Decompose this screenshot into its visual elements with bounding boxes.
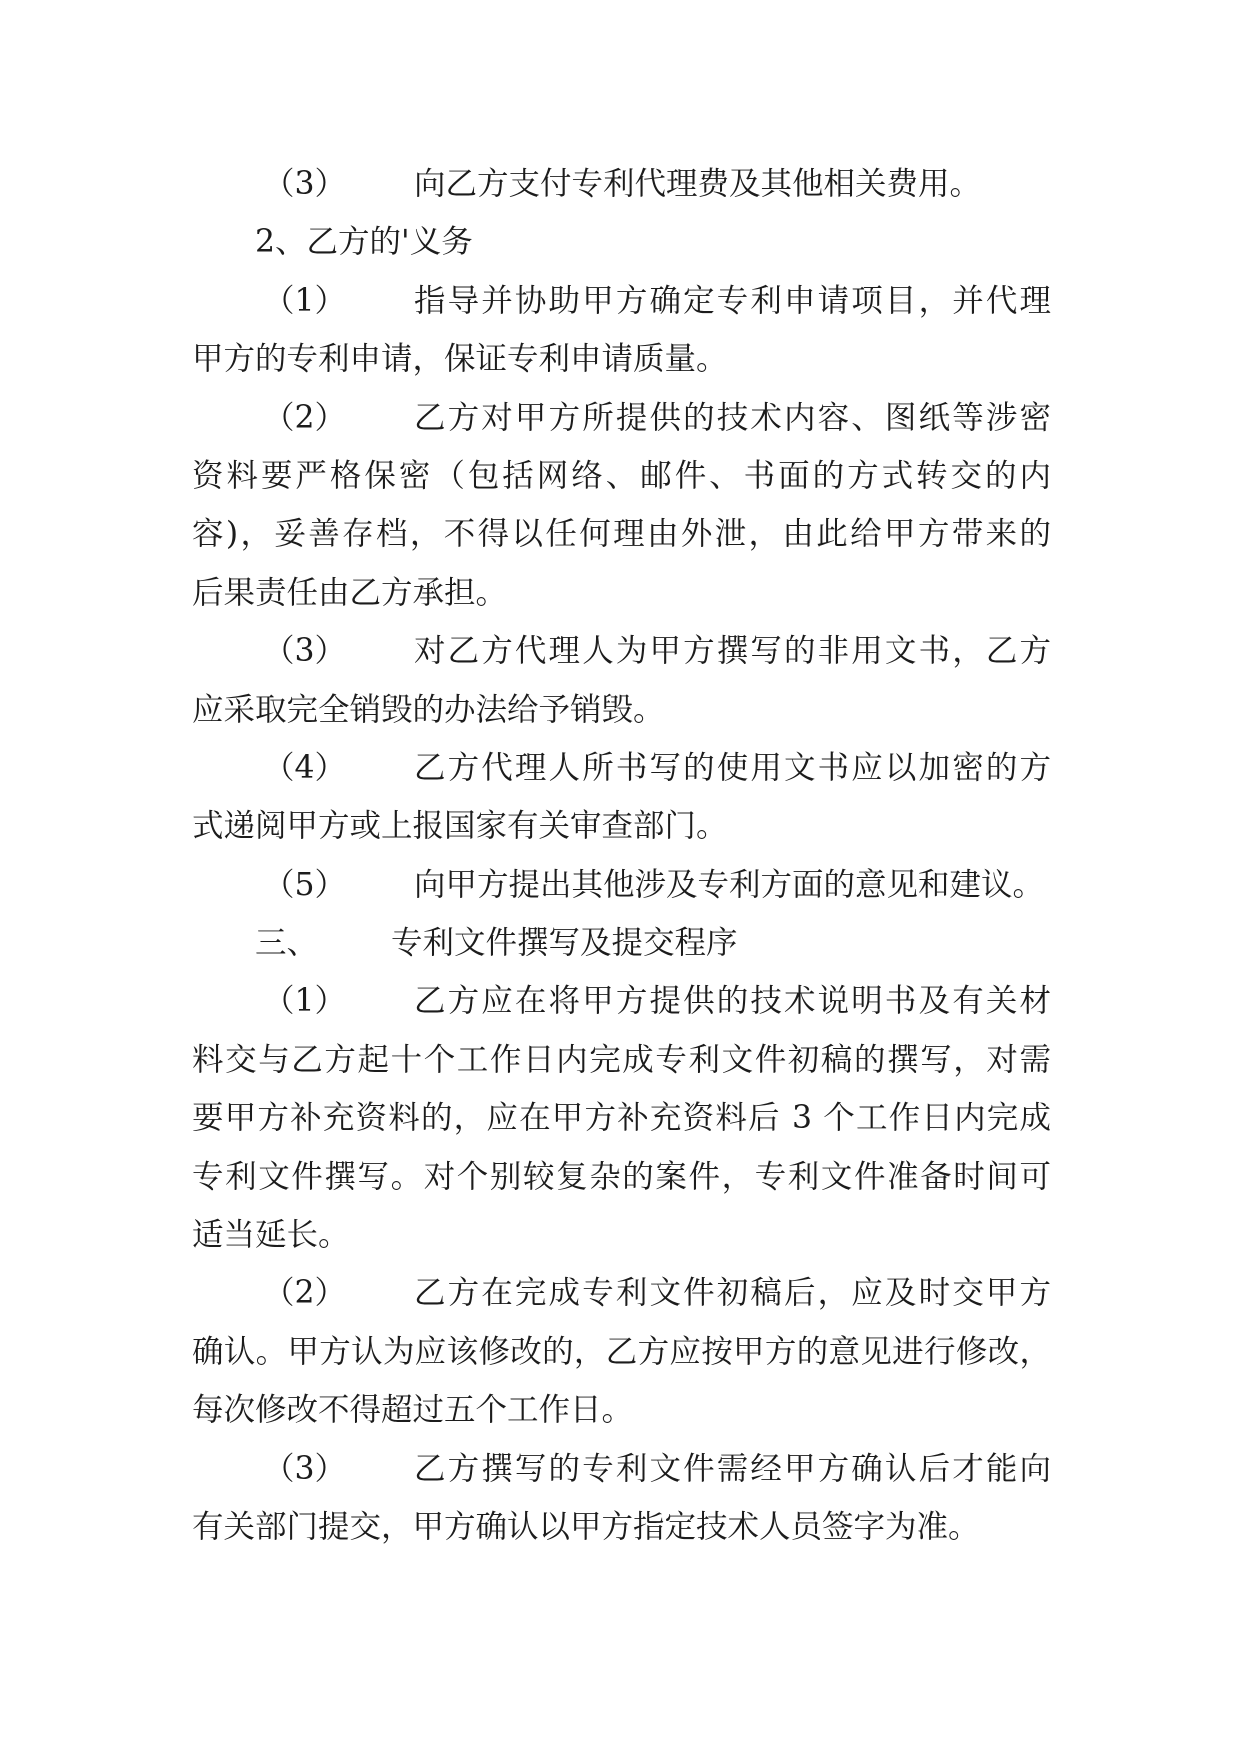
clause-3-2-first-line [192,1264,1051,1322]
clause-text: 指导并协助甲方确定专利申请项目，并代理 [414,282,1051,319]
section-heading-party-b-obligations: 2、乙方的'义务 [255,224,473,261]
clause-3-3-first-line [192,1440,1051,1498]
clause-text-line: 每次修改不得超过五个工作日。 [192,1392,634,1429]
clause-text-line: 适当延长。 [192,1217,350,1254]
section-number: 三、 [255,925,319,962]
clause-text-line: 有关部门提交，甲方确认以甲方指定技术人员签字为准。 [192,1508,980,1545]
clause-number: （3） [263,633,347,670]
clause-text-line: 应采取完全销毁的办法给予销毁。 [192,691,665,728]
clause-1-3-first-line [192,155,1051,213]
clause-text-line: 确认。甲方认为应该修改的，乙方应按甲方的意见进行修改， [192,1333,1051,1370]
clause-text-line: 料交与乙方起十个工作日内完成专利文件初稿的撰写，对需 [192,1041,1051,1078]
clause-text: 向甲方提出其他涉及专利方面的意见和建议。 [414,866,1045,903]
clause-text-line: 容)，妥善存档，不得以任何理由外泄，由此给甲方带来的 [192,516,1051,553]
clause-text: 对乙方代理人为甲方撰写的非用文书，乙方 [414,633,1051,670]
section-title: 专利文件撰写及提交程序 [391,925,738,962]
document-page [192,155,1051,1556]
clause-2-2-first-line [192,389,1051,447]
clause-number: （5） [263,866,347,903]
clause-text: 向乙方支付专利代理费及其他相关费用。 [414,166,982,202]
clause-2-5-first-line [192,856,1051,914]
clause-text-line: 甲方的专利申请，保证专利申请质量。 [192,341,728,378]
clause-text-line: 资料要严格保密（包括网络、邮件、书面的方式转交的内 [192,457,1051,494]
clause-number: （1） [263,983,347,1020]
clause-number: （1） [263,282,347,319]
clause-2-1-first-line [192,272,1051,330]
clause-text: 乙方应在将甲方提供的技术说明书及有关材 [414,983,1051,1020]
clause-2-4-first-line [192,739,1051,797]
clause-text: 乙方代理人所书写的使用文书应以加密的方 [414,749,1051,786]
clause-number: （3） [263,1450,347,1487]
clause-number: （4） [263,749,347,786]
clause-3-1-first-line [192,972,1051,1030]
clause-text-line: 式递阅甲方或上报国家有关审查部门。 [192,808,728,845]
clause-number: （2） [263,399,347,436]
clause-text-line: 专利文件撰写。对个别较复杂的案件，专利文件准备时间可 [192,1158,1051,1195]
clause-text: 乙方撰写的专利文件需经甲方确认后才能向 [414,1450,1051,1487]
section-heading-patent-drafting [192,914,1051,972]
clause-number: （2） [263,1275,347,1312]
clause-text-line: 后果责任由乙方承担。 [192,574,508,611]
clause-text: 乙方对甲方所提供的技术内容、图纸等涉密 [414,399,1051,436]
clause-text: 乙方在完成专利文件初稿后，应及时交甲方 [414,1275,1051,1312]
clause-number: （3） [263,166,347,202]
clause-2-3-first-line [192,622,1051,680]
clause-text-line: 要甲方补充资料的，应在甲方补充资料后 3 个工作日内完成 [192,1100,1051,1137]
